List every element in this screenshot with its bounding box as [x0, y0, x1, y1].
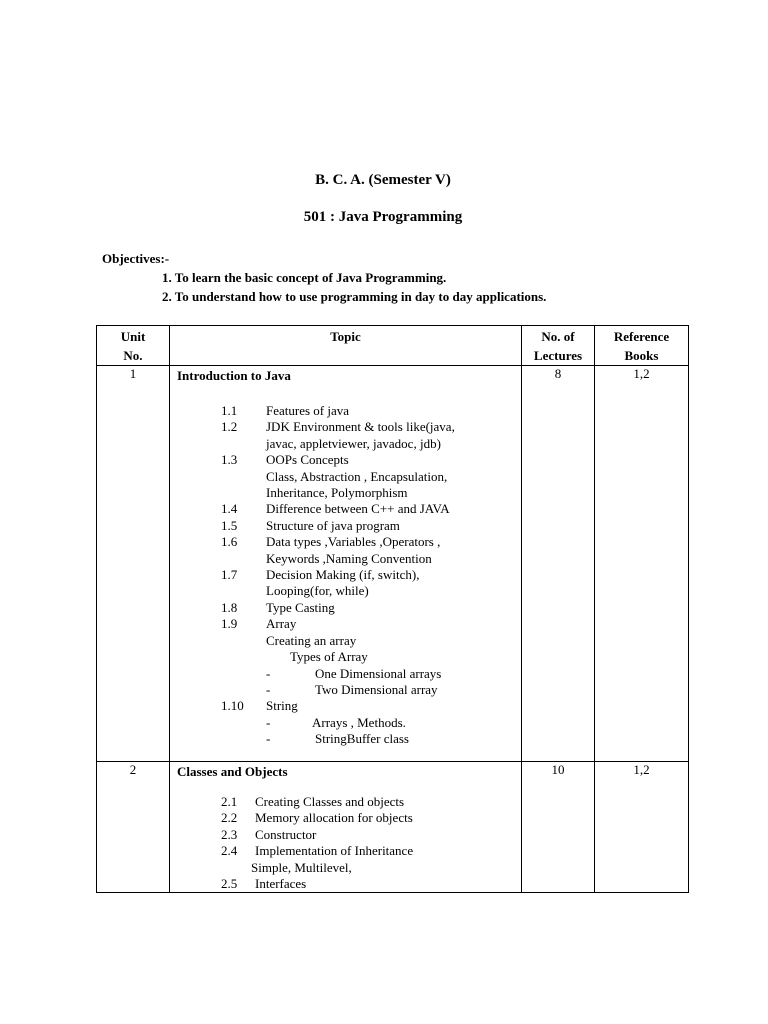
topic-number: 1.5: [221, 517, 238, 533]
topic-number: 2.4: [221, 843, 238, 859]
topic-number: 2.5: [221, 876, 238, 892]
unit-topic: [170, 366, 522, 762]
table-header-row: [97, 326, 689, 366]
topic-text: Arrays , Methods.: [312, 714, 406, 730]
unit-number: 1: [97, 366, 170, 762]
topic-line: [170, 419, 521, 435]
topic-text: One Dimensional arrays: [315, 665, 442, 681]
reference-books: 1,2: [595, 762, 689, 893]
objective-item: 2. To understand how to use programming in day to day applications.: [162, 289, 547, 304]
topic-line: [170, 731, 521, 747]
topic-line: [170, 698, 521, 714]
unit-title: Introduction to Java: [177, 368, 291, 383]
topic-line: [170, 469, 521, 485]
topic-text: Type Casting: [266, 599, 335, 615]
topic-line: [170, 452, 521, 468]
table-row: [97, 762, 689, 893]
topic-text: Decision Making (if, switch),: [266, 567, 420, 583]
header-unit-label-2: No.: [123, 348, 143, 363]
topic-line: [170, 666, 521, 682]
topic-line: [170, 534, 521, 550]
header-unit-no: [97, 326, 170, 366]
syllabus-table: [96, 325, 689, 893]
lecture-count: 8: [522, 366, 595, 762]
topic-line: [170, 501, 521, 517]
course-title: 501 : Java Programming: [303, 209, 463, 225]
topic-line: [170, 715, 521, 731]
bullet-dash: -: [266, 731, 271, 747]
topic-text: Inheritance, Polymorphism: [266, 485, 408, 501]
topic-number: 1.4: [221, 501, 238, 517]
header-lectures-label: No. of: [541, 329, 575, 344]
topic-line: [170, 794, 521, 810]
header-topic: [170, 326, 522, 366]
topic-list: [170, 384, 521, 758]
topic-line: [170, 682, 521, 698]
topic-number: 1.10: [221, 698, 244, 714]
topic-text: Difference between C++ and JAVA: [266, 501, 450, 517]
document-title: B. C. A. (Semester V): [315, 172, 451, 188]
lecture-count: 10: [522, 762, 595, 893]
header-topic-label: Topic: [330, 329, 361, 344]
objective-item: 1. To learn the basic concept of Java Programming.: [162, 270, 447, 285]
topic-text: Array: [266, 616, 297, 632]
header-lectures: [522, 326, 595, 366]
topic-line: [170, 436, 521, 452]
topic-text: Types of Array: [290, 649, 368, 665]
topic-number: 2.3: [221, 826, 238, 842]
topic-line: [170, 485, 521, 501]
topic-text: Creating Classes and objects: [255, 794, 405, 809]
topic-line: [170, 518, 521, 534]
topic-number: 2.2: [221, 810, 238, 826]
topic-text: Implementation of Inheritance: [255, 843, 414, 859]
topic-text: Creating an array: [266, 632, 357, 648]
topic-text: Structure of java program: [266, 517, 400, 533]
bullet-dash: -: [266, 681, 271, 697]
header-ref-label: Reference: [613, 329, 670, 344]
unit-topic: [170, 762, 522, 893]
reference-books: 1,2: [595, 366, 689, 762]
topic-line: [170, 827, 521, 843]
topic-text: Data types ,Variables ,Operators ,: [266, 534, 441, 550]
header-lectures-label-2: Lectures: [533, 348, 583, 363]
topic-number: 1.8: [221, 599, 238, 615]
objectives-heading: Objectives:-: [102, 251, 170, 266]
header-reference-books: [595, 326, 689, 366]
topic-text: Simple, Multilevel,: [251, 859, 352, 875]
topic-line: [170, 649, 521, 665]
bullet-dash: -: [266, 665, 271, 681]
topic-line: [170, 860, 521, 876]
topic-line: [170, 583, 521, 599]
topic-text: javac, appletviewer, javadoc, jdb): [266, 435, 441, 451]
topic-line: [170, 616, 521, 632]
topic-text: Features of java: [266, 403, 350, 418]
topic-text: JDK Environment & tools like(java,: [266, 419, 455, 435]
topic-line: [170, 551, 521, 567]
topic-text: Keywords ,Naming Convention: [266, 550, 432, 566]
topic-list: [170, 780, 521, 892]
topic-text: Interfaces: [255, 876, 307, 892]
topic-number: 1.2: [221, 419, 238, 435]
topic-line: [170, 633, 521, 649]
topic-number: 1.3: [221, 452, 238, 468]
topic-line: [170, 810, 521, 826]
header-unit-label: Unit: [120, 329, 146, 344]
topic-line: [170, 876, 521, 892]
topic-number: 1.9: [221, 616, 238, 632]
topic-line: [170, 843, 521, 859]
topic-number: 1.7: [221, 567, 238, 583]
topic-number: 1.1: [221, 403, 238, 418]
topic-text: Memory allocation for objects: [255, 810, 413, 826]
topic-line: [170, 403, 521, 419]
topic-line: [170, 567, 521, 583]
bullet-dash: -: [266, 714, 271, 730]
unit-number: 2: [97, 762, 170, 893]
topic-number: 1.6: [221, 534, 238, 550]
topic-text: StringBuffer class: [315, 731, 409, 747]
topic-text: Looping(for, while): [266, 583, 369, 599]
topic-text: OOPs Concepts: [266, 452, 349, 468]
topic-text: Class, Abstraction , Encapsulation,: [266, 468, 448, 484]
topic-text: Two Dimensional array: [315, 681, 438, 697]
header-ref-label-2: Books: [624, 348, 659, 363]
unit-title: Classes and Objects: [177, 764, 288, 779]
topic-text: String: [266, 698, 298, 714]
topic-text: Constructor: [255, 826, 317, 842]
topic-number: 2.1: [221, 794, 238, 809]
table-row: [97, 366, 689, 762]
topic-line: [170, 600, 521, 616]
